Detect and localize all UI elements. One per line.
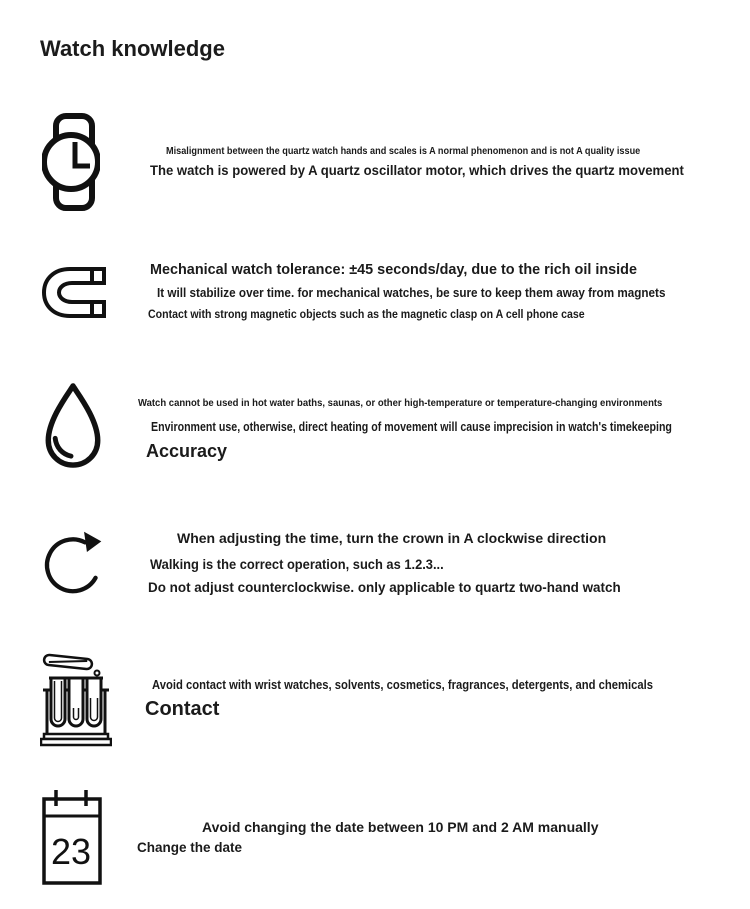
test-tubes-icon xyxy=(40,648,112,753)
magnet-line2: It will stabilize over time. for mechanical watches, be sure to keep them away from magnets xyxy=(157,285,666,300)
contact-heading: Contact xyxy=(145,698,220,720)
adjusting-line3: Do not adjust counterclockwise. only applicable to quartz two-hand watch xyxy=(148,579,621,595)
adjusting-line1: When adjusting the time, turn the crown in A clockwise direction xyxy=(177,530,607,546)
contact-line1: Avoid contact with wrist watches, solvents, cosmetics, fragrances, detergents, and chemicals xyxy=(152,678,654,692)
accuracy-note-text: Watch cannot be used in hot water baths, saunas, or other high-temperature or temperature-changing environments xyxy=(138,398,663,409)
quartz-note-text: Misalignment between the quartz watch hands and scales is A normal phenomenon and is not A quality issue xyxy=(166,145,641,157)
accuracy-line2: Environment use, otherwise, direct heating of movement will cause imprecision in watch's timekeeping xyxy=(151,420,672,434)
magnet-line1: Mechanical watch tolerance: ±45 seconds/day, due to the rich oil inside xyxy=(150,261,637,278)
page-title: Watch knowledge xyxy=(40,36,225,61)
date-heading: Change the date xyxy=(137,840,243,855)
watch-icon xyxy=(42,112,100,217)
magnet-line3: Contact with strong magnetic objects such as the magnetic clasp on A cell phone case xyxy=(148,309,585,321)
accuracy-heading: Accuracy xyxy=(146,441,228,461)
adjusting-line2: Walking is the correct operation, such as 1.2.3... xyxy=(150,556,444,572)
quartz-main-text: The watch is powered by A quartz oscillator motor, which drives the quartz movement xyxy=(150,163,684,178)
calendar-icon xyxy=(41,788,103,891)
calendar-day: 23 xyxy=(50,831,92,872)
rotate-clockwise-icon xyxy=(42,527,105,603)
magnet-icon xyxy=(40,266,106,324)
date-line1: Avoid changing the date between 10 PM and 2 AM manually xyxy=(202,819,599,835)
water-drop-icon xyxy=(41,382,105,474)
